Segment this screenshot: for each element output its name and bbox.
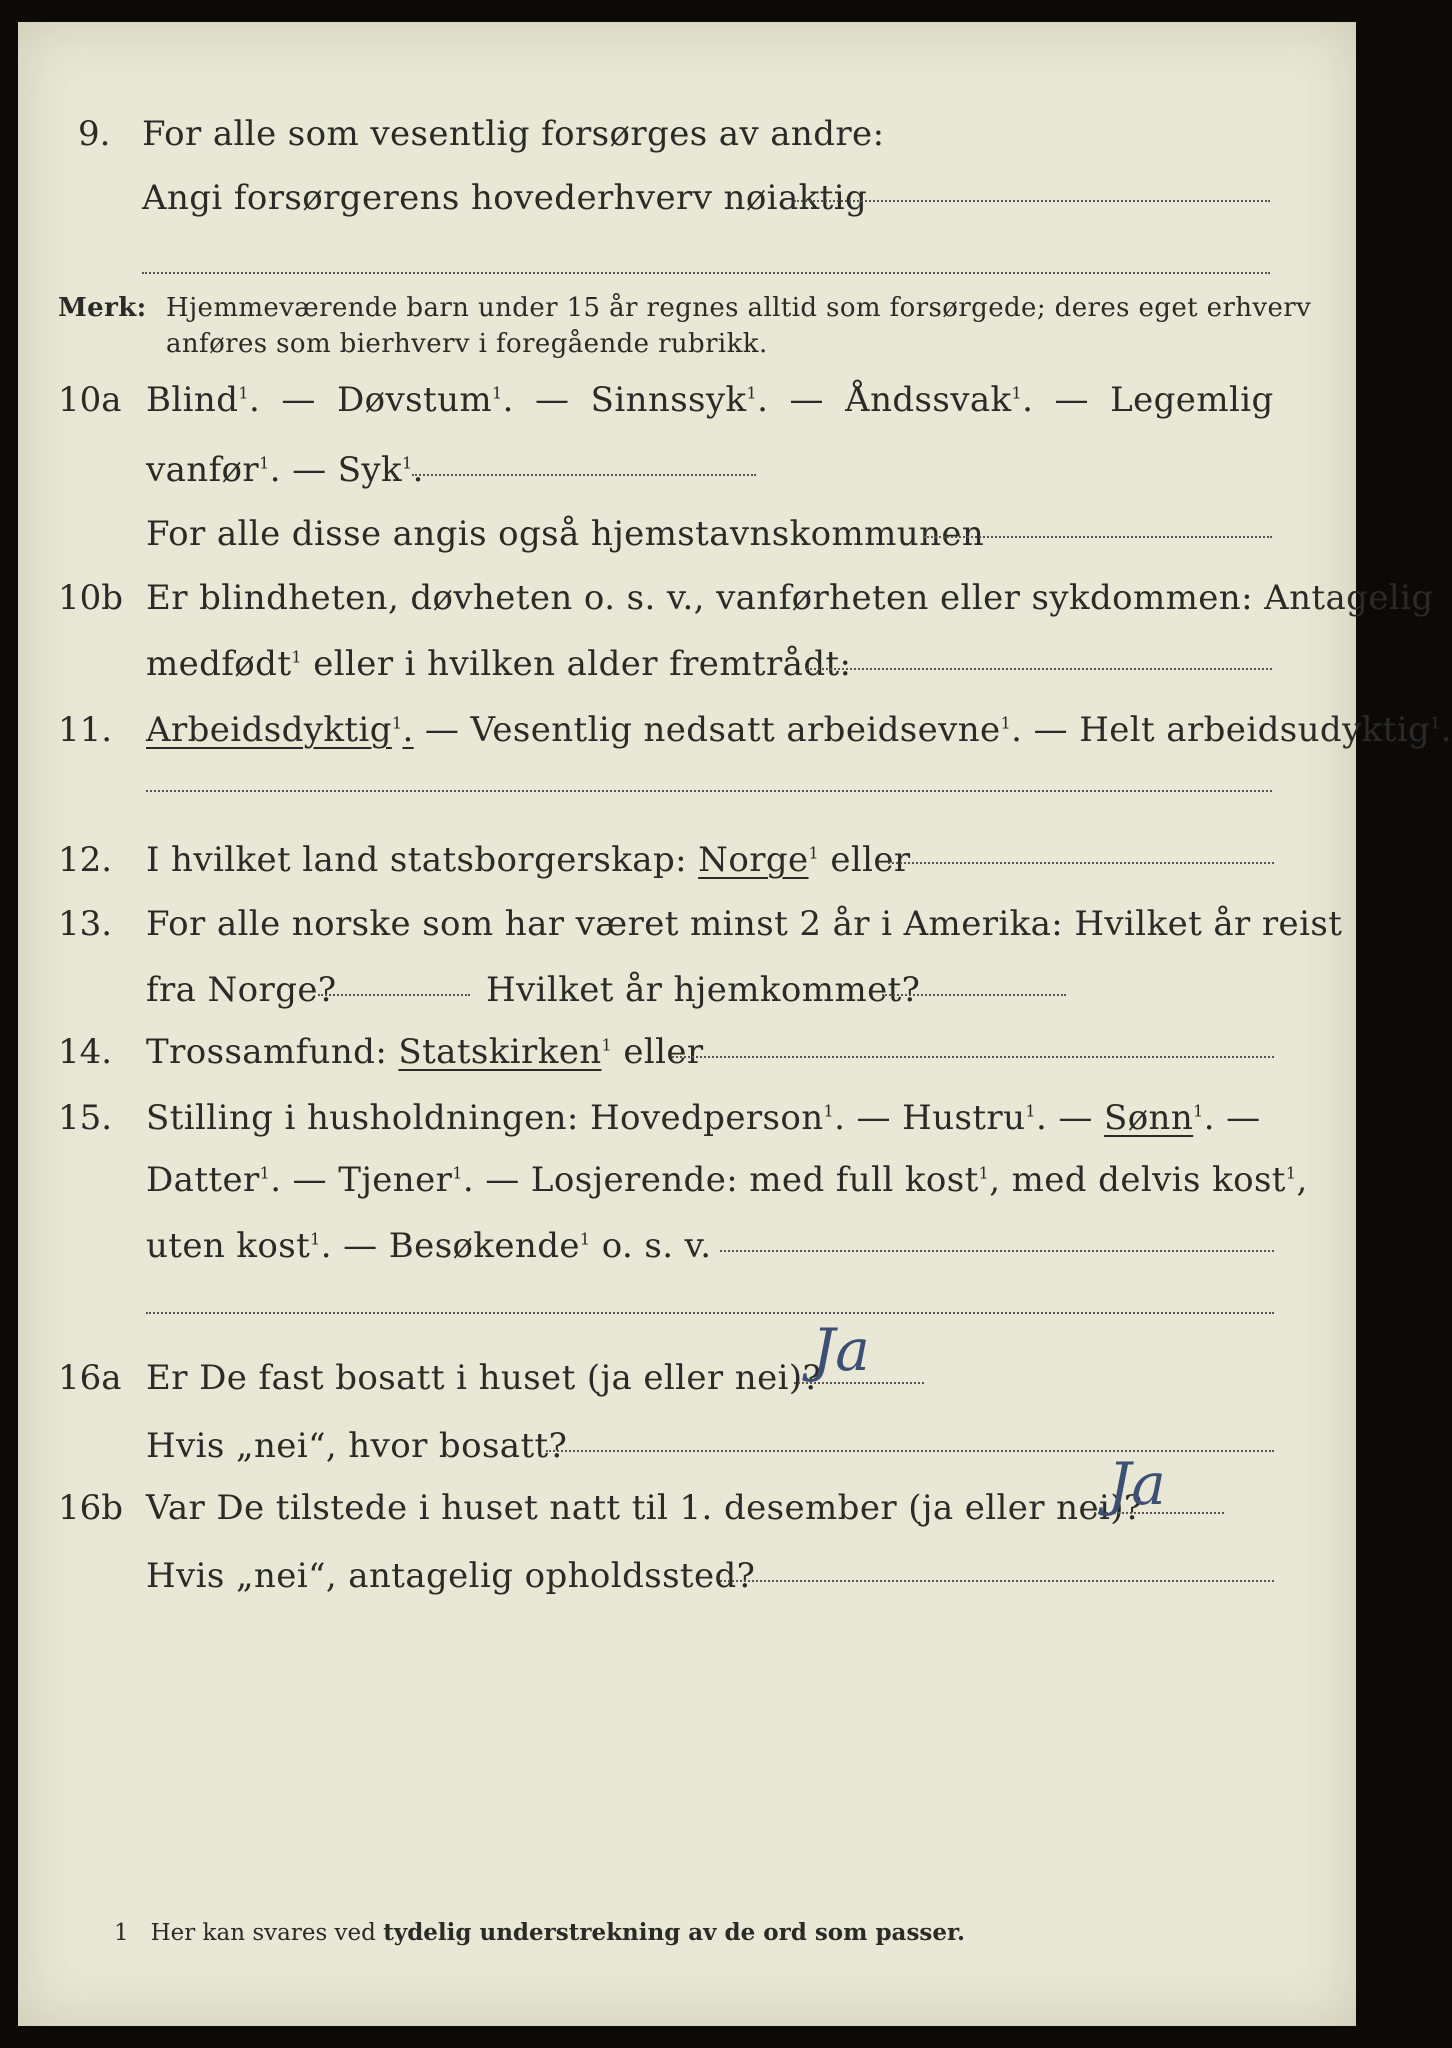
norge-underlined: Norge [698, 840, 809, 880]
merk-label: Merk: [58, 293, 147, 323]
q13-reist-line[interactable] [318, 994, 470, 996]
q14-number: 14. [58, 1032, 113, 1072]
q9-answer-line[interactable] [794, 200, 1270, 202]
q13-hjemkommet-line[interactable] [882, 994, 1066, 996]
q13-line1: For alle norske som har været minst 2 år i Amerika: Hvilket år reist [146, 904, 1343, 944]
q9-number: 9. [78, 114, 111, 154]
q15-answer-line[interactable] [720, 1250, 1274, 1252]
q10a-line3: For alle disse angis også hjemstavnskommunen [146, 514, 985, 554]
q12-line: I hvilket land statsborgerskap: Norge$^1$ eller [146, 840, 911, 880]
q16b-handwritten-answer: Ja [1108, 1450, 1166, 1518]
q9-answer-line-2[interactable] [142, 272, 1270, 274]
q16a-number: 16a [58, 1358, 122, 1398]
q11-answer-line[interactable] [146, 790, 1272, 792]
arbeidsdyktig-underlined: Arbeidsdyktig [146, 710, 392, 750]
footnote: 1 Her kan svares ved tydelig understrekning av de ord som passer. [114, 1919, 965, 1946]
q15-line1: Stilling i husholdningen: Hovedperson$^1$. — Hustru$^1$. — Sønn$^1$. — [146, 1098, 1261, 1138]
q15-line2: Datter$^1$. — Tjener$^1$. — Losjerende: med full kost$^1$, med delvis kost$^1$, [146, 1160, 1308, 1200]
q12-number: 12. [58, 840, 113, 880]
q13-number: 13. [58, 904, 113, 944]
q15-answer-line-2[interactable] [146, 1312, 1274, 1314]
merk-line2: anføres som bierhverv i foregående rubrikk. [166, 329, 768, 359]
q16a-handwritten-answer: Ja [812, 1316, 870, 1384]
q10b-number: 10b [58, 578, 124, 618]
q9-line1: For alle som vesentlig forsørges av andre: [142, 114, 885, 154]
q13-line2b: Hvilket år hjemkommet? [486, 970, 921, 1010]
statskirken-underlined: Statskirken [398, 1032, 602, 1072]
q10a-number: 10a [58, 380, 122, 420]
q10a-line2: vanfør$^1$. — Syk$^1$. [146, 450, 424, 490]
q16b-line2: Hvis „nei“, antagelig opholdssted? [146, 1556, 756, 1596]
q11-number: 11. [58, 710, 113, 750]
q10a-answer-line[interactable] [412, 474, 756, 476]
q16a-line2: Hvis „nei“, hvor bosatt? [146, 1426, 568, 1466]
merk-line1: Hjemmeværende barn under 15 år regnes alltid som forsørgede; deres eget erhverv [166, 293, 1312, 323]
q16b-number: 16b [58, 1488, 124, 1528]
q14-line: Trossamfund: Statskirken$^1$ eller [146, 1032, 704, 1072]
q13-line2a: fra Norge? [146, 970, 337, 1010]
q12-answer-line[interactable] [888, 862, 1274, 864]
q15-line3: uten kost$^1$. — Besøkende$^1$ o. s. v. [146, 1226, 712, 1266]
sonn-underlined: Sønn [1104, 1098, 1194, 1138]
q16b-opholdssted-line[interactable] [720, 1580, 1274, 1582]
q10b-line1: Er blindheten, døvheten o. s. v., vanførheten eller sykdommen: Antagelig [146, 578, 1434, 618]
q16b-line1: Var De tilstede i huset natt til 1. desember (ja eller nei)? [146, 1488, 1143, 1528]
q10b-line2: medfødt$^1$ eller i hvilken alder fremtrådt: [146, 644, 852, 684]
q15-number: 15. [58, 1098, 113, 1138]
q14-answer-line[interactable] [672, 1056, 1274, 1058]
q9-line2: Angi forsørgerens hovederhverv nøiaktig [142, 178, 868, 218]
q10a-line1: Blind$^1$. — Døvstum$^1$. — Sinnssyk$^1$. — Åndssvak$^1$. — Legemlig [146, 380, 1274, 420]
q11-line: Arbeidsdyktig$^1$. — Vesentlig nedsatt arbeidsevne$^1$. — Helt arbeidsudyktig$^1$. [146, 710, 1452, 750]
q16a-line1: Er De fast bosatt i huset (ja eller nei)? [146, 1358, 822, 1398]
q10b-answer-line[interactable] [806, 668, 1272, 670]
q10a-hjemstavn-line[interactable] [924, 536, 1272, 538]
